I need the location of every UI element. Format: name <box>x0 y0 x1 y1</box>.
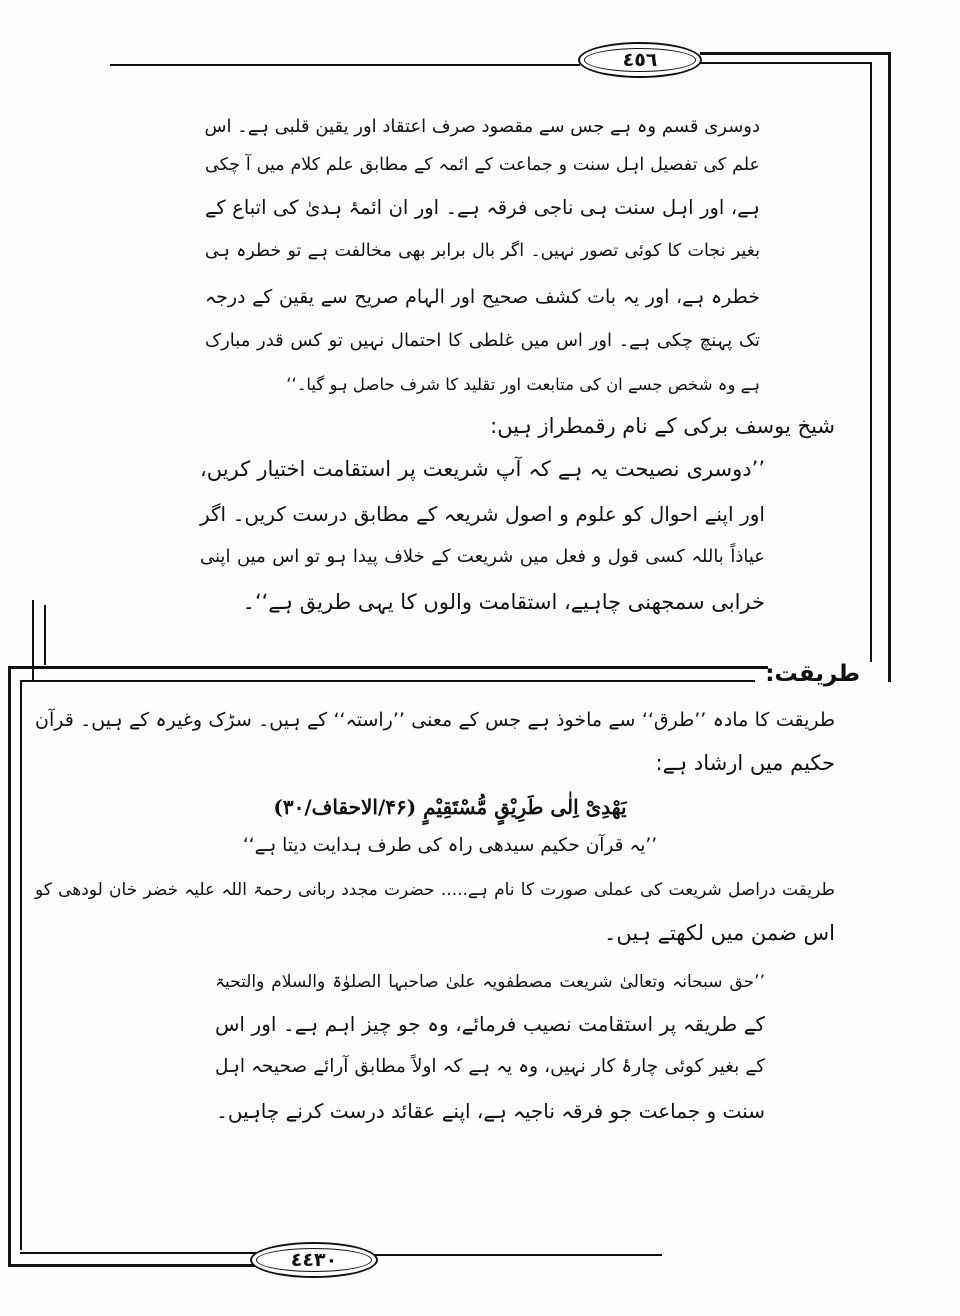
top-frame-right-line-inner <box>870 62 872 662</box>
bottom-frame-top-inner <box>20 680 755 682</box>
bottom-frame-bottom-outer <box>8 1264 258 1267</box>
bottom-frame-bottom-right <box>372 1254 662 1256</box>
quote-line: ’’دوسری نصیحت یہ ہے کہ آپ شریعت پر استقامت اختیار کریں، <box>200 457 765 481</box>
text-line: بغیر نجات کا کوئی تصور نہیں۔ اگر بال برابر بھی مخالفت ہے تو خطرہ ہی <box>205 241 760 261</box>
text-line: دوسری قسم وہ ہے جس سے مقصود صرف اعتقاد اور یقین قلبی ہے۔ اس <box>204 116 760 137</box>
bottom-frame-left-inner <box>20 680 22 1250</box>
page-number-top-oval <box>578 42 702 78</box>
text-line: ہے وہ شخص جسے ان کی متابعت اور تقلید کا شرف حاصل ہو گیا۔‘‘ <box>286 375 760 394</box>
text-line: تک پہنچ چکی ہے۔ اور اس میں غلطی کا احتمال نہیں تو کس قدر مبارک <box>205 330 760 351</box>
top-frame-left-line <box>110 64 580 66</box>
bottom-frame-bottom-inner <box>20 1252 256 1254</box>
heading-tariqat: طریقت: <box>765 661 860 687</box>
text-line: اس ضمن میں لکھتے ہیں۔ <box>604 921 835 945</box>
text-line: خطرہ ہے، اور یہ بات کشف صحیح اور الہام صریح سے یقین کے درجہ <box>205 286 760 308</box>
bottom-frame-top-outer <box>8 666 768 669</box>
page-number-top: ٤٥٦ <box>622 49 658 71</box>
text-line: حکیم میں ارشاد ہے: <box>655 751 835 775</box>
text-line: علم کی تفصیل اہل سنت و جماعت کے ائمہ کے مطابق علم کلام میں آ چکی <box>205 155 760 175</box>
quote-line: عیاذاً باللہ کسی قول و فعل میں شریعت کے خلاف پیدا ہو تو اس میں اپنی <box>200 546 765 567</box>
top-frame-top-line-inner <box>700 62 872 64</box>
ayah-translation: ’’یہ قرآن حکیم سیدھی راہ کی طرف ہدایت دیتا ہے‘‘ <box>242 835 658 856</box>
quote-line: خرابی سمجھنی چاہیے، استقامت والوں کا یہی طریق ہے‘‘۔ <box>242 590 765 614</box>
ayah: یَهْدِیْ اِلٰی طَرِیْقٍ مُّسْتَقِیْمٍ (۴۶/الاحقاف/۳۰) <box>273 795 627 819</box>
quote-line: اور اپنے احوال کو علوم و اصول شریعہ کے مطابق درست کریں۔ اگر <box>200 502 765 526</box>
text-line: ہے، اور اہل سنت ہی ناجی فرقہ ہے۔ اور ان ائمۂ ہدیٰ کی اتباع کے <box>205 196 760 219</box>
top-frame-right-line-outer <box>888 52 891 682</box>
text-line: طریقت کا مادہ ’’طرق‘‘ سے ماخوذ ہے جس کے معنی ’’راستہ‘‘ کے ہیں۔ سڑک وغیرہ کے ہیں۔ قرآن <box>35 709 835 731</box>
quote-line: سنت و جماعت جو فرقہ ناجیہ ہے، اپنے عقائد درست کرنے چاہیں۔ <box>216 1099 765 1123</box>
quote-line: ’’حق سبحانہ وتعالیٰ شریعت مصطفویہ علیٰ صاحبہا الصلوٰۃ والسلام والتحیۃ <box>215 972 765 992</box>
bottom-frame-left-outer <box>8 666 11 1266</box>
quote-line: کے بغیر کوئی چارۂ کار نہیں، وہ یہ ہے کہ اولاً مطابق آرائے صحیحہ اہل <box>215 1056 765 1077</box>
text-line: طریقت دراصل شریعت کی عملی صورت کا نام ہے..... حضرت مجدد ربانی رحمۃ اللہ علیہ خضر خان لودھی کو <box>35 880 835 900</box>
page-number-bottom-oval <box>250 1242 378 1278</box>
quote-line: کے طریقہ پر استقامت نصیب فرمائے، وہ جو چیز اہم ہے۔ اور اس <box>215 1012 765 1036</box>
top-frame-top-line <box>700 52 890 55</box>
intro-yusuf: شیخ یوسف برکی کے نام رقمطراز ہیں: <box>490 414 835 438</box>
top-frame-left-edge-inner <box>44 605 46 665</box>
page-number-bottom: ٤٤٣٠ <box>290 1249 338 1271</box>
